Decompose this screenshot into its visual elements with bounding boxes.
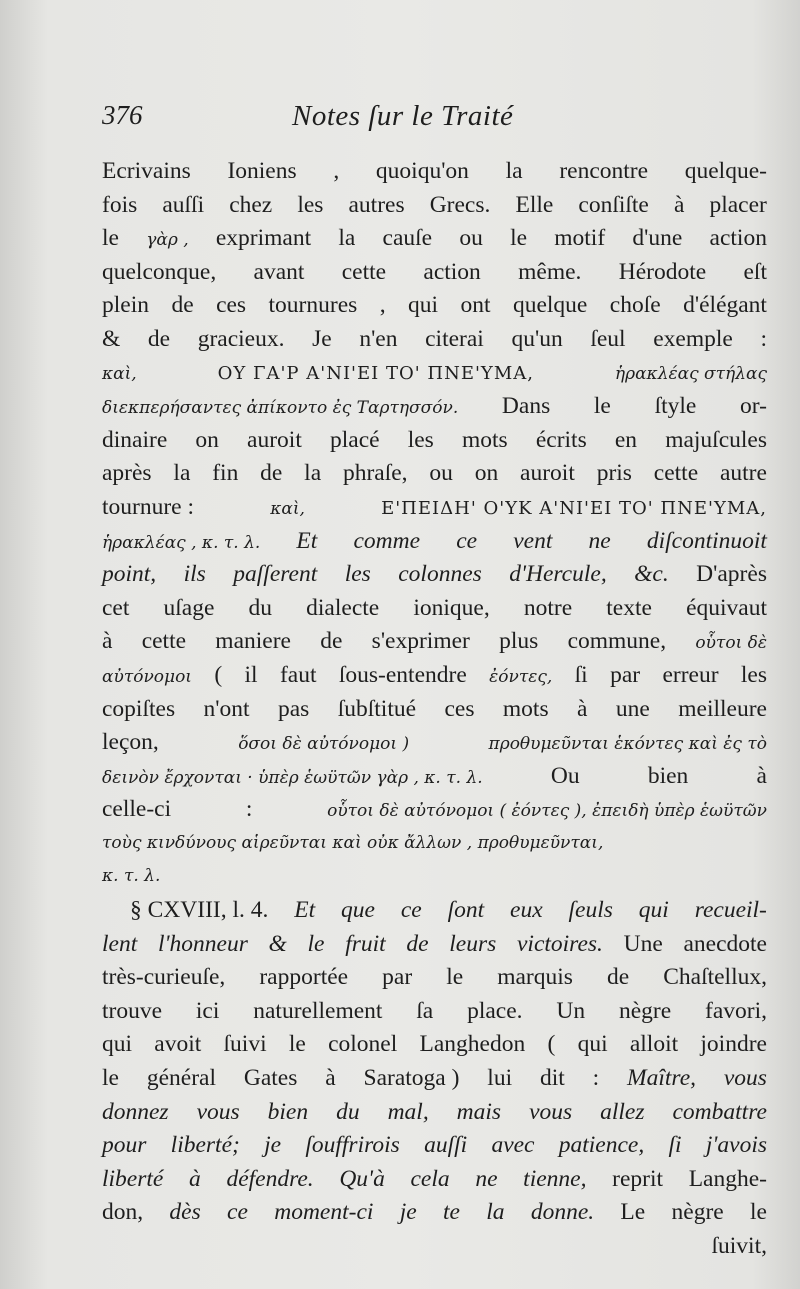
word: plein — [102, 292, 149, 319]
word: je — [399, 1199, 417, 1226]
word: ou — [429, 460, 453, 487]
word: κ. τ. λ. — [102, 866, 161, 887]
word: Qu'à — [339, 1165, 385, 1192]
word: ἡρακλέας στήλας — [614, 363, 767, 384]
word: § CXVIII, l. 4. — [130, 897, 269, 924]
word: Un — [556, 997, 586, 1024]
word: auſſi — [162, 191, 205, 218]
word: pris — [596, 460, 632, 487]
word: Une — [623, 930, 663, 957]
word: reprit — [612, 1165, 664, 1192]
text-line — [102, 323, 767, 357]
word: action — [423, 258, 481, 285]
text-line — [102, 155, 767, 189]
word: patience, — [558, 1132, 645, 1159]
word: qui — [638, 897, 669, 924]
text-line — [102, 693, 767, 727]
word: ils — [183, 561, 206, 588]
word: Hérodote — [618, 258, 707, 285]
word: à — [577, 695, 588, 722]
word: notre — [523, 594, 573, 621]
text-line — [102, 256, 767, 290]
word: à — [189, 1165, 201, 1192]
word: , — [333, 158, 340, 184]
word: alloit — [629, 1031, 679, 1058]
word: leurs — [449, 930, 497, 957]
word: cela — [410, 1165, 450, 1192]
word: Grecs. — [429, 191, 491, 218]
text-line — [102, 491, 767, 525]
text-line — [102, 189, 767, 223]
word: : — [592, 1065, 600, 1092]
text-line — [102, 1196, 767, 1230]
word: Et — [294, 897, 316, 924]
word: ( — [214, 661, 223, 688]
word: donne. — [530, 1199, 595, 1226]
word: d'une — [632, 225, 683, 252]
word: par — [610, 661, 641, 688]
word: ici — [195, 997, 220, 1024]
word: προθυμεῦνται ἑκόντες καὶ ἐς τὸ — [488, 734, 767, 755]
word: lui — [487, 1065, 513, 1092]
word: Ou — [550, 762, 580, 789]
word: ou — [459, 225, 483, 252]
word: allez — [600, 1098, 645, 1125]
word: ſubſtitué — [337, 695, 417, 722]
word: n'ont — [203, 695, 250, 722]
word: majuſcules — [665, 426, 767, 453]
word: ce — [456, 527, 478, 554]
word: Et — [296, 527, 318, 554]
word: ſous-entendre — [338, 661, 467, 688]
word: donnez — [102, 1098, 169, 1125]
word: après — [102, 460, 152, 487]
text-line — [102, 1129, 767, 1163]
word: Je — [312, 325, 332, 352]
word: à — [325, 1065, 336, 1092]
text-line — [102, 1062, 767, 1096]
word: le — [750, 1199, 767, 1226]
word: copiſtes — [102, 695, 176, 722]
word: Elle — [515, 191, 554, 218]
word: Saratoga ) — [363, 1065, 460, 1092]
text-line — [102, 827, 767, 861]
word: Langhedon — [419, 1031, 526, 1058]
word: D'après — [696, 561, 767, 588]
word: ſa — [416, 997, 434, 1024]
word: liberté; — [170, 1132, 240, 1159]
word: la — [173, 460, 191, 487]
text-line — [102, 558, 767, 592]
word: quelconque, — [102, 258, 217, 285]
word: général — [146, 1065, 216, 1092]
word: mots — [502, 695, 549, 722]
word: or- — [740, 393, 767, 420]
word: : — [245, 796, 253, 823]
word: cauſe — [382, 225, 433, 252]
text-line — [102, 995, 767, 1029]
word: la — [304, 460, 322, 487]
word: ſouffrirois — [305, 1132, 400, 1159]
word: καὶ, — [270, 498, 305, 519]
word: pas — [277, 695, 310, 722]
word: marquis — [497, 964, 573, 991]
word: que — [341, 897, 375, 924]
word: uſage — [163, 594, 215, 621]
word: lent — [102, 930, 138, 957]
word: à — [756, 762, 767, 789]
word: fruit — [345, 930, 386, 957]
word: eſt — [743, 258, 767, 285]
word: moment-ci — [274, 1199, 374, 1226]
word: avec — [491, 1132, 535, 1159]
text-line — [102, 894, 767, 928]
word: rencontre — [559, 158, 649, 184]
text-line — [102, 289, 767, 323]
word: mais — [456, 1098, 502, 1125]
word: les — [740, 661, 767, 688]
running-title: Notes ſur le Traité — [292, 100, 514, 132]
word: l'honneur — [157, 930, 248, 957]
word: le — [593, 393, 611, 420]
word: faut — [279, 661, 317, 688]
text-line — [102, 1096, 767, 1130]
word: très-curieuſe, — [102, 964, 226, 991]
word: & — [268, 930, 287, 957]
word: dès — [169, 1199, 201, 1226]
word: colonel — [328, 1031, 398, 1058]
word: d'Hercule, — [509, 561, 607, 588]
word: αὐτόνομοι — [102, 666, 192, 687]
word: Chaſtellux, — [663, 964, 767, 991]
word: ἡρακλέας , κ. τ. λ. — [102, 532, 261, 553]
text-line — [102, 928, 767, 962]
word: paſſerent — [233, 561, 318, 588]
word: fois — [102, 191, 138, 218]
word: je — [264, 1132, 282, 1159]
word: καὶ, — [102, 363, 137, 384]
word: le — [510, 225, 528, 252]
word: maniere — [215, 628, 291, 655]
word: trouve — [102, 997, 163, 1024]
word: ne — [588, 527, 611, 554]
word: pour — [102, 1132, 147, 1159]
word: eux — [510, 897, 543, 924]
word: autre — [719, 460, 767, 487]
word: avoit — [154, 1031, 202, 1058]
word: οὗτοι δὲ — [695, 633, 767, 654]
word: texte — [606, 594, 652, 621]
word: ſi — [574, 661, 588, 688]
text-line — [102, 525, 767, 559]
text-line — [102, 961, 767, 995]
word: ces — [444, 695, 475, 722]
word: la — [486, 1199, 505, 1226]
word: motif — [554, 225, 606, 252]
text-line — [102, 222, 767, 256]
word: placé — [330, 426, 380, 453]
word: vous — [196, 1098, 240, 1125]
word: en — [614, 426, 638, 453]
word: Ε'ΠΕΙΔΗ' Ο'ΥΚ Α'ΝΙ'ΕΙ ΤΟ' ΠΝΕ'ΥΜΑ, — [381, 497, 767, 519]
text-line — [102, 357, 767, 391]
word: ces — [216, 292, 247, 319]
word: gracieux. — [197, 325, 285, 352]
word: οὗτοι δὲ αὐτόνομοι ( ἐόντες ), ἐπειδὴ ὑπὲρ ἑωϋτῶν — [327, 801, 767, 822]
word: rapportée — [259, 964, 349, 991]
body-text — [102, 155, 767, 1264]
word: bien — [647, 762, 689, 789]
word: ſeuls — [568, 897, 613, 924]
page-header — [102, 100, 772, 140]
word: phraſe, — [342, 460, 408, 487]
word: cet — [102, 594, 130, 621]
word: qui — [577, 1031, 608, 1058]
word: ce — [227, 1199, 248, 1226]
text-line — [102, 592, 767, 626]
text-line — [102, 390, 767, 424]
word: le — [446, 964, 464, 991]
word: exprimant — [215, 225, 312, 252]
word: mal, — [387, 1098, 429, 1125]
word: nègre — [671, 1199, 724, 1226]
text-line — [102, 457, 767, 491]
text-line — [102, 760, 767, 794]
word: quoiqu'on — [375, 158, 469, 184]
word: ce — [400, 897, 422, 924]
word: le — [307, 930, 325, 957]
word: dialecte — [306, 594, 380, 621]
word: διεκπερήσαντες ἀπίκοντο ἐς Ταρτησσόν. — [102, 398, 459, 419]
word: auſſi — [424, 1132, 468, 1159]
word: chez — [229, 191, 273, 218]
word: Le — [620, 1199, 646, 1226]
word: défendre. — [226, 1165, 314, 1192]
word: même. — [518, 258, 582, 285]
word: liberté — [102, 1165, 164, 1192]
text-line — [102, 625, 767, 659]
word: autres — [348, 191, 405, 218]
word: Maître, — [627, 1065, 696, 1092]
word: ὅσοι δὲ αὐτόνομοι ) — [238, 734, 410, 755]
word: dit — [539, 1065, 565, 1092]
word: cette — [653, 460, 699, 487]
text-line — [102, 659, 767, 693]
word: auroit — [247, 426, 302, 453]
word: équivaut — [686, 594, 767, 621]
word: anecdote — [683, 930, 767, 957]
word: s'exprimer — [371, 628, 470, 655]
word: comme — [353, 527, 421, 554]
word: ſi — [668, 1132, 682, 1159]
word: don, — [102, 1199, 144, 1226]
word: naturellement — [253, 997, 383, 1024]
word: la — [338, 225, 356, 252]
word: ſuivit, — [711, 1233, 767, 1259]
word: action — [709, 225, 767, 252]
word: par — [382, 964, 413, 991]
word: les — [297, 191, 324, 218]
text-line — [102, 1230, 767, 1264]
word: d'élégant — [683, 292, 767, 319]
word: , — [379, 292, 386, 319]
word: il — [244, 661, 258, 688]
word: on — [474, 460, 499, 487]
word: te — [442, 1199, 460, 1226]
word: diſcontinuoit — [646, 527, 767, 554]
word: placer — [709, 191, 767, 218]
word: tournures — [268, 292, 358, 319]
word: γὰρ , — [146, 230, 189, 251]
word: cette — [141, 628, 187, 655]
word: nègre — [618, 997, 672, 1024]
word: écrits — [535, 426, 587, 453]
word: : — [760, 325, 767, 352]
word: favori, — [705, 997, 767, 1024]
word: colonnes — [398, 561, 482, 588]
word: de — [260, 460, 283, 487]
word: on — [195, 426, 219, 453]
word: victoires. — [516, 930, 603, 957]
word: leçon, — [102, 729, 159, 756]
word: vous — [723, 1065, 767, 1092]
word: vent — [513, 527, 553, 554]
word: fin — [212, 460, 239, 487]
word: plus — [499, 628, 539, 655]
word: ionique, — [413, 594, 490, 621]
word: de — [171, 292, 194, 319]
word: du — [248, 594, 273, 621]
word: Gates — [243, 1065, 298, 1092]
word: qui — [102, 1031, 133, 1058]
word: du — [336, 1098, 360, 1125]
word: place. — [467, 997, 523, 1024]
word: la — [505, 158, 523, 184]
word: tournure : — [102, 493, 195, 520]
word: de — [606, 964, 630, 991]
text-line — [102, 726, 767, 760]
word: avant — [253, 258, 305, 285]
word: & — [102, 325, 121, 352]
word: de — [320, 628, 343, 655]
word: ſuivi — [223, 1031, 267, 1058]
word: Ecrivains — [102, 158, 191, 184]
text-line — [102, 1163, 767, 1197]
text-line — [102, 860, 767, 894]
word: cette — [341, 258, 387, 285]
word: quelque- — [684, 158, 767, 184]
word: commune, — [567, 628, 667, 655]
word: &c. — [634, 561, 669, 588]
text-line — [102, 424, 767, 458]
word: ne — [475, 1165, 498, 1192]
page-number: 376 — [102, 100, 143, 130]
word: τοὺς κινδύνους αἱρεῦνται καὶ οὐκ ἄλλων , προθυμεῦνται, — [102, 832, 604, 853]
word: Langhe- — [688, 1165, 767, 1192]
word: les — [407, 426, 434, 453]
word: de — [147, 325, 171, 352]
word: bien — [267, 1098, 309, 1125]
word: les — [344, 561, 371, 588]
word: ( — [547, 1031, 556, 1058]
word: le — [102, 225, 119, 252]
word: tienne, — [523, 1165, 587, 1192]
word: qu'un — [511, 325, 563, 352]
word: une — [615, 695, 650, 722]
word: ἐόντες, — [489, 666, 553, 687]
word: Ioniens — [227, 158, 297, 184]
word: OΥ ΓΑ'Ρ Α'ΝΙ'ΕΙ ΤΟ' ΠΝΕ'ΥΜΑ, — [217, 362, 534, 384]
word: à — [102, 628, 113, 655]
word: celle-ci — [102, 796, 172, 823]
word: recueil- — [694, 897, 767, 924]
word: n'en — [359, 325, 398, 352]
word: le — [102, 1065, 119, 1092]
word: point, — [102, 561, 157, 588]
word: auroit — [520, 460, 575, 487]
word: le — [288, 1031, 306, 1058]
word: citerai — [425, 325, 484, 352]
word: ſont — [447, 897, 485, 924]
word: ſeul — [590, 325, 626, 352]
word: mots — [461, 426, 508, 453]
word: vous — [529, 1098, 573, 1125]
word: meilleure — [678, 695, 767, 722]
word: Dans — [501, 393, 551, 420]
text-line — [102, 1028, 767, 1062]
word: conſiſte — [578, 191, 649, 218]
word: ſtyle — [654, 393, 697, 420]
text-line — [102, 793, 767, 827]
word: j'avois — [705, 1132, 767, 1159]
word: ont — [460, 292, 491, 319]
word: choſe — [609, 292, 661, 319]
word: quelque — [512, 292, 588, 319]
word: exemple — [653, 325, 733, 352]
word: dinaire — [102, 426, 168, 453]
word: qui — [408, 292, 439, 319]
word: joindre — [700, 1031, 767, 1058]
word: erreur — [662, 661, 719, 688]
word: à — [673, 191, 685, 218]
word: combattre — [672, 1098, 767, 1125]
word: de — [406, 930, 429, 957]
word: δεινὸν ἔρχονται · ὑπὲρ ἑωϋτῶν γὰρ , κ. τ. λ. — [102, 767, 483, 788]
